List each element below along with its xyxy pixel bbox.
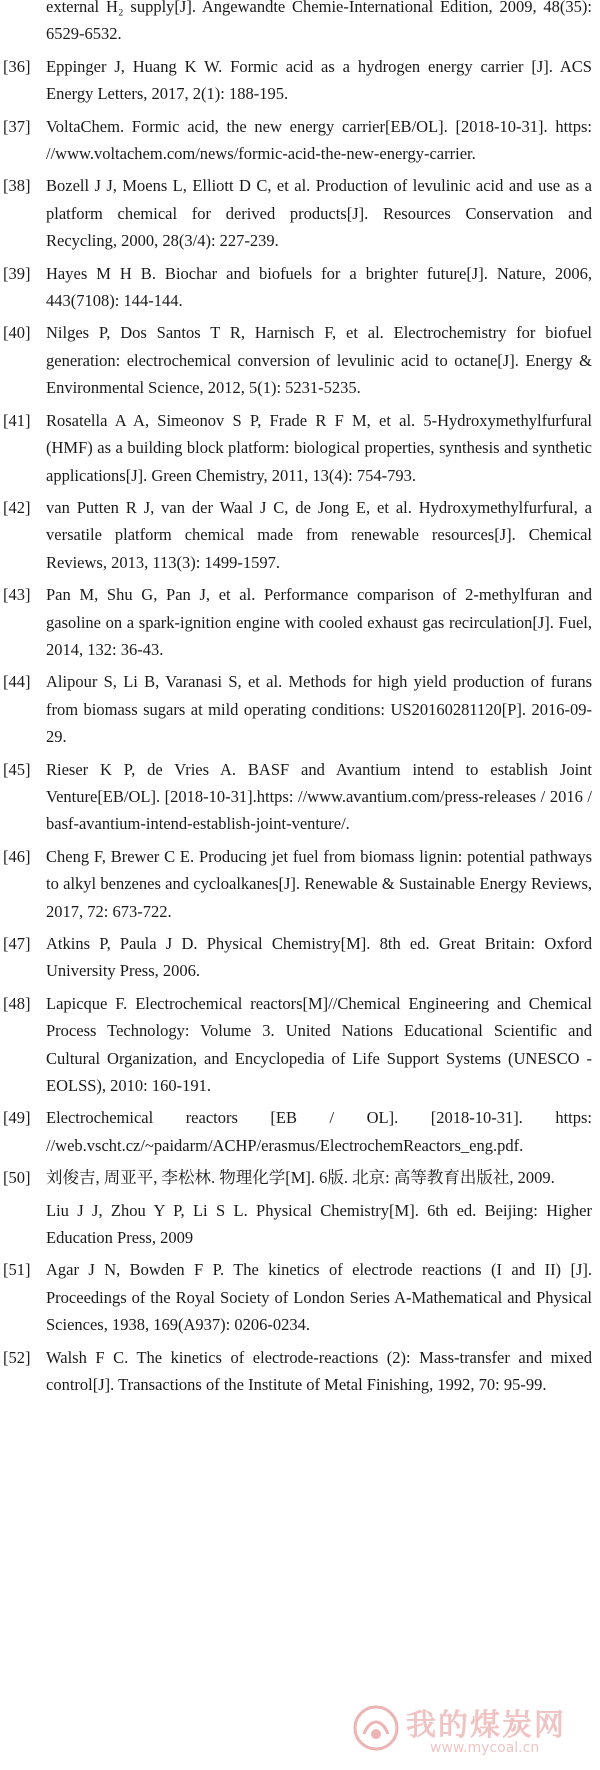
- reference-text: Lapicque F. Electrochemical reactors[M]//Chemical Engineering and Chemical Process Technology: Volume 3. United Nations Educational Scientific and Cultural Organization, and Encyclopedia of Life Support Systems (UNESCO - EOLSS), 2010: 160-191.: [46, 993, 592, 1096]
- reference-text: Walsh F C. The kinetics of electrode-reactions (2): Mass-transfer and mixed control[J]. Transactions of the Institute of Metal Finishing, 1992, 70: 95-99.: [46, 1347, 592, 1395]
- reference-text: Bozell J J, Moens L, Elliott D C, et al. Production of levulinic acid and use as a platform chemical for derived products[J]. Resources Conservation and Recycling, 2000, 28(3/4): 227-239.: [46, 176, 592, 251]
- site-watermark: [352, 1700, 592, 1760]
- reference-item: [0, 53, 600, 108]
- reference-text: Eppinger J, Huang K W. Formic acid as a hydrogen energy carrier [J]. ACS Energy Letters, 2017, 2(1): 188-195.: [46, 56, 592, 104]
- reference-item: [0, 113, 600, 168]
- reference-text: Rosatella A A, Simeonov S P, Frade R F M, et al. 5-Hydroxymethylfurfural (HMF) as a building block platform: biological properties, synthesis and synthetic applications[J]. Green Chemistry, 2011, 13(4): 754-793.: [46, 410, 592, 485]
- reference-number: [36]: [3, 56, 31, 76]
- reference-text: external H₂ supply[J]. Angewandte Chemie-International Edition, 2009, 48(35): 6529-6532.: [46, 0, 592, 44]
- reference-item-translation: [0, 1197, 600, 1252]
- reference-text: VoltaChem. Formic acid, the new energy carrier[EB/OL]. [2018-10-31]. https: //www.voltachem.com/news/formic-acid-the-new-energy-carrier.: [46, 116, 592, 164]
- coal-logo-icon: [352, 1704, 400, 1752]
- reference-number: [48]: [3, 993, 31, 1013]
- reference-item: [0, 1164, 600, 1191]
- reference-text: van Putten R J, van der Waal J C, de Jong E, et al. Hydroxymethylfurfural, a versatile platform chemical made from renewable resources[J]. Chemical Reviews, 2013, 113(3): 1499-1597.: [46, 497, 592, 572]
- reference-number: [49]: [3, 1108, 31, 1128]
- reference-item: [0, 1344, 600, 1399]
- reference-item: [0, 1256, 600, 1338]
- reference-item: [0, 260, 600, 315]
- reference-text: Liu J J, Zhou Y P, Li S L. Physical Chemistry[M]. 6th ed. Beijing: Higher Education Press, 2009: [46, 1200, 592, 1248]
- reference-item: [0, 668, 600, 750]
- watermark-title: 我的煤炭网: [406, 1708, 566, 1743]
- reference-text: Rieser K P, de Vries A. BASF and Avantium intend to establish Joint Venture[EB/OL]. [2018-10-31].https: //www.avantium.com/press-releases / 2016 / basf-avantium-intend-establish-joint-venture/.: [46, 759, 592, 834]
- reference-number: [47]: [3, 934, 31, 953]
- reference-number: [43]: [3, 585, 31, 605]
- reference-item: [0, 756, 600, 838]
- reference-item: [0, 990, 600, 1100]
- reference-text: Alipour S, Li B, Varanasi S, et al. Methods for high yield production of furans from biomass sugars at mild operating conditions: US20160281120[P]. 2016-09-29.: [46, 672, 592, 747]
- reference-item: [0, 319, 600, 401]
- reference-text: Nilges P, Dos Santos T R, Harnisch F, et al. Electrochemistry for biofuel generation: electrochemical conversion of levulinic acid to octane[J]. Energy & Environmental Science, 2012, 5(1): 5231-5235.: [46, 323, 592, 398]
- reference-text: Atkins P, Paula J D. Physical Chemistry[M]. 8th ed. Great Britain: Oxford University Press, 2006.: [46, 934, 592, 981]
- reference-item: [0, 843, 600, 925]
- reference-item: [0, 0, 600, 48]
- reference-number: [51]: [3, 1260, 31, 1280]
- reference-text: Hayes M H B. Biochar and biofuels for a brighter future[J]. Nature, 2006, 443(7108): 144-144.: [46, 263, 592, 311]
- reference-number: [44]: [3, 672, 31, 692]
- reference-item: [0, 172, 600, 254]
- reference-text: Pan M, Shu G, Pan J, et al. Performance comparison of 2-methylfuran and gasoline on a spark-ignition engine with cooled exhaust gas recirculation[J]. Fuel, 2014, 132: 36-43.: [46, 585, 592, 659]
- reference-number: [39]: [3, 263, 31, 283]
- reference-number: [41]: [3, 410, 31, 430]
- reference-item: [0, 494, 600, 576]
- reference-number: [38]: [3, 176, 31, 196]
- reference-number: [37]: [3, 116, 31, 136]
- reference-item: [0, 407, 600, 489]
- reference-number: [52]: [3, 1347, 31, 1367]
- reference-number: [42]: [3, 497, 31, 517]
- reference-text: Agar J N, Bowden F P. The kinetics of electrode reactions (I and II) [J]. Proceedings of the Royal Society of London Series A-Mathematical and Physical Sciences, 1938, 169(A937): 0206-0234.: [46, 1260, 592, 1335]
- reference-text: 刘俊吉, 周亚平, 李松林. 物理化学[M]. 6版. 北京: 高等教育出版社, 2009.: [46, 1168, 555, 1188]
- reference-number: [40]: [3, 323, 31, 343]
- reference-item: [0, 581, 600, 663]
- reference-number: [50]: [3, 1168, 31, 1188]
- reference-item: [0, 1104, 600, 1159]
- reference-text: Cheng F, Brewer C E. Producing jet fuel from biomass lignin: potential pathways to alkyl benzenes and cycloalkanes[J]. Renewable & Sustainable Energy Reviews, 2017, 72: 673-722.: [46, 846, 592, 921]
- watermark-url: www.mycoal.cn: [430, 1740, 540, 1756]
- reference-text: Electrochemical reactors [EB / OL]. [2018-10-31]. https: //web.vscht.cz/~paidarm/ACHP/erasmus/ElectrochemReactors_eng.pdf.: [46, 1108, 592, 1155]
- reference-number: [45]: [3, 759, 31, 779]
- reference-number: [46]: [3, 846, 31, 866]
- reference-item: [0, 930, 600, 985]
